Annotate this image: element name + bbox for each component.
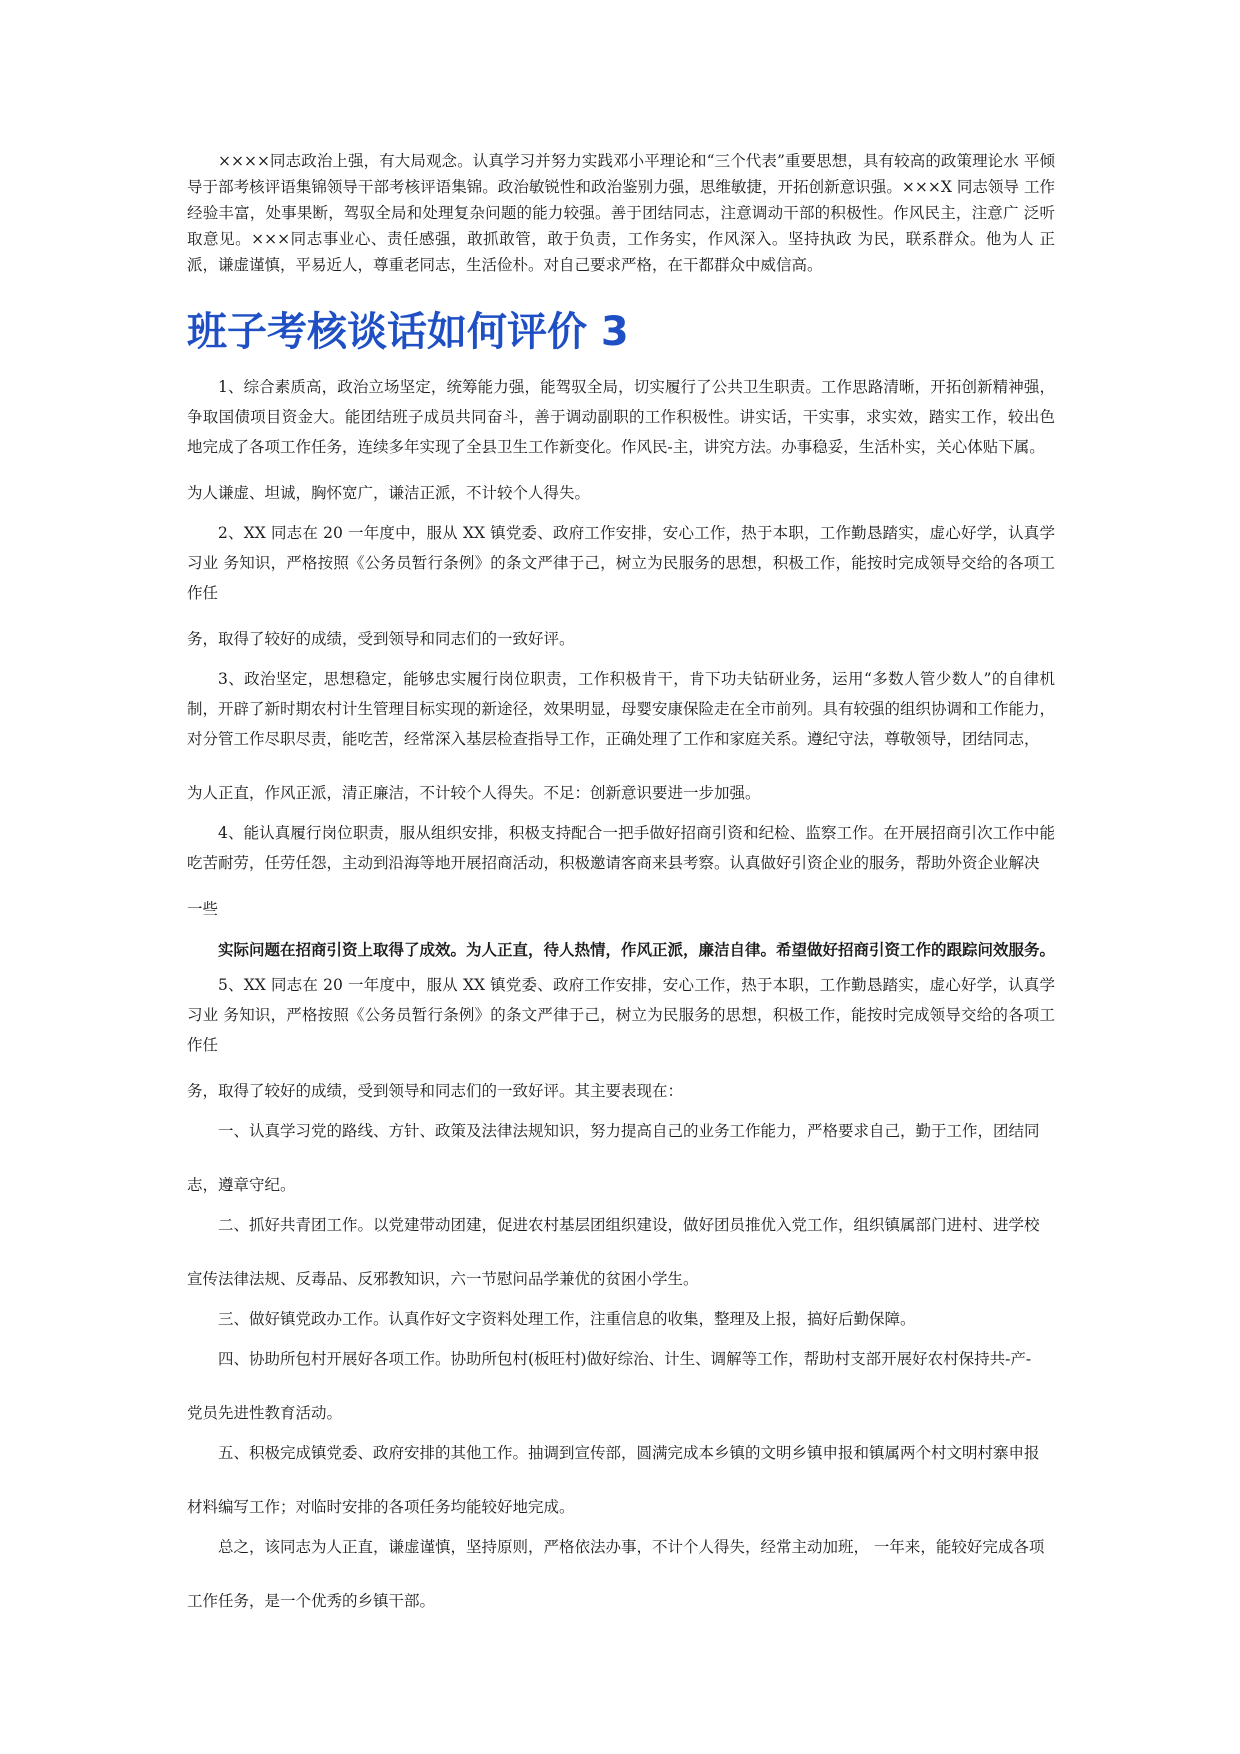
item-4-continuation: 党员先进性教育活动。	[187, 1404, 343, 1422]
paragraph-2: 2、XX 同志在 20 一年度中，服从 XX 镇党委、政府工作安排，安心工作，热于本职，工作勤恳踏实，虚心好学，认真学习业 务知识，严格按照《公务员暂行条例》的条文严律于己，树立为民服务的思想，积极工作，能按时完成领导交给的各项工作任	[187, 524, 1055, 602]
intro-paragraph: ××××同志政治上强，有大局观念。认真学习并努力实践邓小平理论和“三个代表”重要思想，具有较高的政策理论水 平倾导于部考核评语集锦领导干部考核评语集锦。政治敏锐性和政治鉴别力强，思维敏捷，开拓创新意识强。×××X 同志领导 工作经验丰富，处事果断，驾驭全局和处理复杂问题的能力较强。善于团结同志，注意调动干部的积极性。作风民主，注意广 泛听取意见。×××同志事业心、责任感强，敢抓敢管，敢于负责，工作务实，作风深入。坚持执政 为民，联系群众。他为人 正派，谦虚谨慎，平易近人，尊重老同志，生活俭朴。对自己要求严格，在干都群众中威信高。	[187, 152, 1055, 274]
paragraph-5: 5、XX 同志在 20 一年度中，服从 XX 镇党委、政府工作安排，安心工作，热于本职，工作勤恳踏实，虚心好学，认真学习业 务知识，严格按照《公务员暂行条例》的条文严律于己，树立为民服务的思想，积极工作，能按时完成领导交给的各项工作任	[187, 976, 1055, 1054]
paragraph-5-continuation: 务，取得了较好的成绩，受到领导和同志们的一致好评。其主要表现在：	[187, 1082, 684, 1100]
paragraph-3: 3、政治坚定，思想稳定，能够忠实履行岗位职责，工作积极肯干，肯下功夫钻研业务，运用“多数人管少数人”的自律机制，开辟了新时期农村计生管理目标实现的新途径，效果明显，母婴安康保险走在全市前列。具有较强的组织协调和工作能力， 对分管工作尽职尽责，能吃苦，经常深入基层检查指导工作，正确处理了工作和家庭关系。遵纪守法，尊敬领导，团结同志，	[187, 670, 1056, 748]
paragraph-3-continuation: 为人正直，作风正派，清正廉洁，不计较个人得失。不足：创新意识要进一步加强。	[187, 784, 761, 802]
item-5: 五、积极完成镇党委、政府安排的其他工作。抽调到宣传部，圆满完成本乡镇的文明乡镇申报和镇属两个村文明村寨申报	[218, 1444, 1040, 1462]
item-2: 二、抓好共青团工作。以党建带动团建，促进农村基层团组织建设，做好团员推优入党工作，组织镇属部门进村、进学校	[218, 1216, 1040, 1234]
item-1-continuation: 志，遵章守纪。	[187, 1176, 296, 1194]
document-body	[187, 148, 1055, 1616]
item-3: 三、做好镇党政办工作。认真作好文字资料处理工作，注重信息的收集，整理及上报，搞好后勤保障。	[218, 1310, 916, 1328]
paragraph-1-continuation: 为人谦虚、坦诚，胸怀宽广，谦洁正派，不计较个人得失。	[187, 484, 591, 502]
item-5-continuation: 材料编写工作；对临时安排的各项任务均能较好地完成。	[187, 1498, 575, 1516]
paragraph-4-continuation: 一些	[187, 900, 219, 918]
section-heading: 班子考核谈话如何评价 3	[187, 309, 629, 355]
paragraph-4-highlight: 实际问题在招商引资上取得了成效。为人正直，待人热情，作风正派，廉洁自律。希望做好招商引资工作的跟踪问效服务。	[218, 941, 1056, 959]
item-2-continuation: 宣传法律法规、反毒品、反邪教知识，六一节慰问品学兼优的贫困小学生。	[187, 1270, 699, 1288]
paragraph-1: 1、综合素质高，政治立场坚定，统筹能力强，能驾驭全局，切实履行了公共卫生职责。工作思路清晰，开拓创新精神强， 争取国债项目资金大。能团结班子成员共同奋斗，善于调动副职的工作积极性。讲实话，干实事，求实效，踏实工作，较出色 地完成了各项工作任务，连续多年实现了全县卫生工作新变化。作风民-主，讲究方法。办事稳妥，生活朴实，关心体贴下属。	[187, 378, 1055, 456]
paragraph-2-continuation: 务，取得了较好的成绩，受到领导和同志们的一致好评。	[187, 630, 575, 648]
summary-paragraph: 总之，该同志为人正直，谦虚谨慎，坚持原则，严格依法办事，不计个人得失，经常主动加班， 一年来，能较好完成各项	[218, 1538, 1045, 1556]
item-1: 一、认真学习党的路线、方针、政策及法律法规知识，努力提高自己的业务工作能力，严格要求自己，勤于工作，团结同	[218, 1122, 1040, 1140]
summary-continuation: 工作任务，是一个优秀的乡镇干部。	[187, 1592, 436, 1610]
item-4: 四、协助所包村开展好各项工作。协助所包村(板旺村)做好综治、计生、调解等工作，帮助村支部开展好农村保持共-产-	[218, 1350, 1032, 1368]
paragraph-4: 4、能认真履行岗位职责，服从组织安排，积极支持配合一把手做好招商引资和纪检、监察工作。在开展招商引次工作中能 吃苦耐劳，任劳任怨，主动到沿海等地开展招商活动，积极邀请客商来县考察。认真做好引资企业的服务，帮助外资企业解决	[187, 824, 1055, 872]
